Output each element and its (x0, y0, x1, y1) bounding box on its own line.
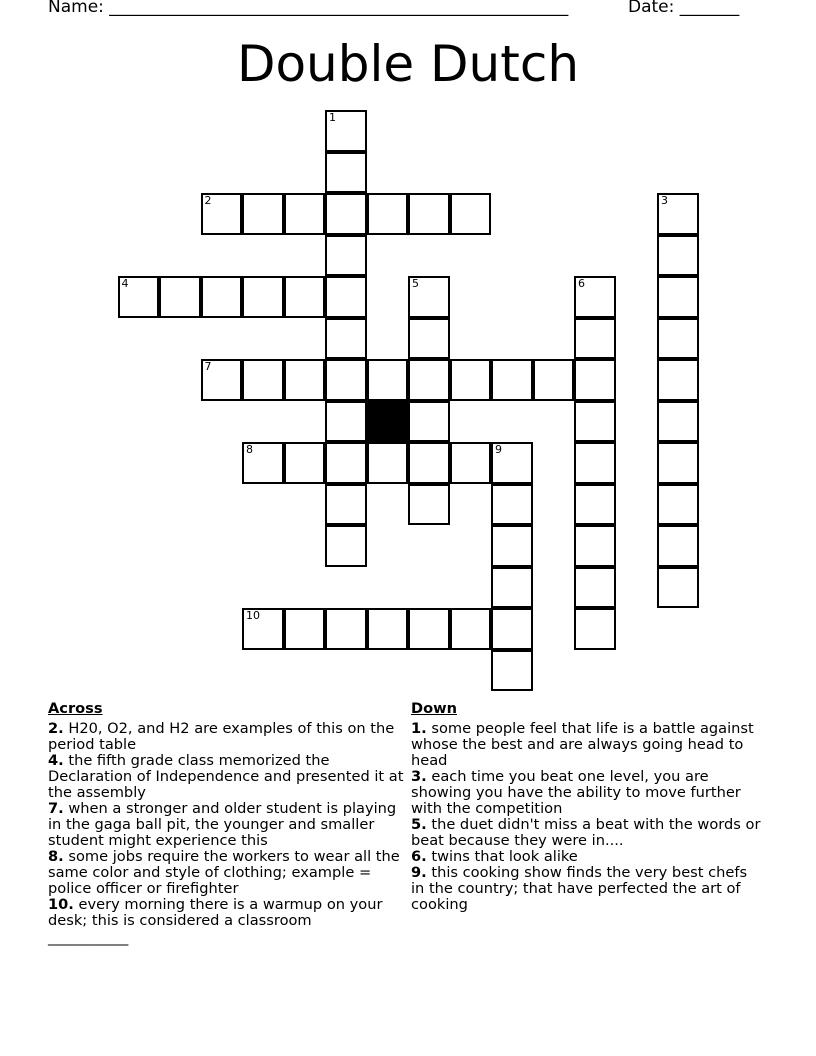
clue-item-text: each time you beat one level, you are showing you have the ability to move further with the competition (411, 768, 741, 817)
clue-number: 7 (204, 360, 212, 373)
down-clues (411, 700, 761, 913)
grid-cell[interactable] (491, 650, 533, 692)
grid-cell[interactable] (325, 359, 367, 401)
grid-cell[interactable] (491, 567, 533, 609)
answer-blank-line: ___________ (48, 929, 129, 946)
grid-cell[interactable] (367, 442, 409, 484)
down-clue-list (411, 721, 761, 913)
grid-cell[interactable] (367, 359, 409, 401)
grid-cell[interactable] (242, 608, 284, 650)
grid-cell[interactable] (408, 608, 450, 650)
grid-cell[interactable] (159, 276, 201, 318)
clue-item (48, 753, 408, 801)
grid-cell[interactable] (657, 359, 699, 401)
grid-cell[interactable] (242, 193, 284, 235)
grid-cell[interactable] (201, 359, 243, 401)
clue-item-text: some people feel that life is a battle against whose the best and are always going head to head (411, 720, 754, 769)
grid-cell[interactable] (491, 484, 533, 526)
clue-item (48, 721, 408, 753)
clue-item (411, 769, 761, 817)
grid-cell[interactable] (325, 110, 367, 152)
grid-cell[interactable] (657, 567, 699, 609)
down-heading: Down (411, 700, 458, 717)
clue-item-number: 4. (48, 752, 64, 769)
grid-cell[interactable] (533, 359, 575, 401)
grid-cell[interactable] (408, 359, 450, 401)
clue-item-number: 5. (411, 816, 427, 833)
grid-cell[interactable] (574, 608, 616, 650)
grid-cell[interactable] (657, 235, 699, 277)
clue-item (411, 849, 761, 865)
grid-cell[interactable] (325, 276, 367, 318)
grid-cell[interactable] (491, 442, 533, 484)
clue-item (48, 801, 408, 849)
clue-item-text: the duet didn't miss a beat with the words or beat because they were in.... (411, 816, 761, 849)
puzzle-title: Double Dutch (236, 35, 580, 93)
clue-item-text: every morning there is a warmup on your desk; this is considered a classroom (48, 896, 383, 929)
grid-cell[interactable] (242, 276, 284, 318)
grid-cell[interactable] (408, 401, 450, 443)
grid-cell[interactable] (574, 525, 616, 567)
clue-number: 3 (661, 194, 668, 207)
grid-cell[interactable] (284, 442, 326, 484)
grid-cell[interactable] (325, 318, 367, 360)
grid-cell[interactable] (325, 152, 367, 194)
clue-item-text: twins that look alike (431, 848, 578, 865)
clue-item-number: 1. (411, 720, 427, 737)
clue-item-text: when a stronger and older student is playing in the gaga ball pit, the younger and smaller student might experience this (48, 800, 397, 849)
grid-cell[interactable] (325, 608, 367, 650)
grid-cell[interactable] (408, 484, 450, 526)
grid-cell[interactable] (574, 318, 616, 360)
clue-item-number: 3. (411, 768, 427, 785)
clue-number: 5 (412, 277, 419, 290)
clue-number: 2 (204, 194, 212, 207)
clue-item-number: 7. (48, 800, 64, 817)
grid-cell[interactable] (325, 235, 367, 277)
grid-cell[interactable] (408, 193, 450, 235)
clue-item-text: H20, O2, and H2 are examples of this on the period table (48, 720, 395, 753)
grid-cell[interactable] (325, 401, 367, 443)
date-field-label: Date: _______ (628, 0, 740, 17)
grid-cell[interactable] (284, 193, 326, 235)
grid-cell[interactable] (574, 401, 616, 443)
grid-cell[interactable] (491, 608, 533, 650)
clue-number: 10 (246, 609, 260, 622)
grid-cell[interactable] (201, 276, 243, 318)
grid-cell[interactable] (284, 276, 326, 318)
grid-cell[interactable] (242, 442, 284, 484)
clue-item-number: 9. (411, 864, 427, 881)
grid-cell[interactable] (367, 193, 409, 235)
grid-cell[interactable] (450, 193, 492, 235)
grid-cell[interactable] (367, 608, 409, 650)
grid-cell[interactable] (657, 193, 699, 235)
grid-cell[interactable] (491, 525, 533, 567)
grid-cell[interactable] (657, 318, 699, 360)
across-clues (48, 700, 408, 946)
grid-cell[interactable] (284, 608, 326, 650)
name-field-label: Name: ______________________________________________________ (48, 0, 569, 17)
grid-cell[interactable] (325, 193, 367, 235)
clue-item-text: the fifth grade class memorized the Declaration of Independence and presented it at the assembly (48, 752, 404, 801)
grid-cell[interactable] (408, 318, 450, 360)
clue-item (48, 849, 408, 897)
grid-cell[interactable] (657, 401, 699, 443)
grid-cell[interactable] (450, 359, 492, 401)
grid-cell[interactable] (325, 442, 367, 484)
grid-cell[interactable] (450, 442, 492, 484)
clue-item-text: this cooking show finds the very best chefs in the country; that have perfected the art of cooking (411, 864, 748, 913)
clue-number: 6 (578, 277, 585, 290)
clue-item-number: 10. (48, 896, 74, 913)
grid-cell[interactable] (657, 442, 699, 484)
grid-cell[interactable] (657, 525, 699, 567)
grid-cell[interactable] (657, 276, 699, 318)
grid-cell[interactable] (574, 359, 616, 401)
clue-item-number: 2. (48, 720, 64, 737)
grid-cell[interactable] (325, 484, 367, 526)
black-square (367, 401, 409, 443)
clue-item-number: 6. (411, 848, 427, 865)
grid-cell[interactable] (118, 276, 160, 318)
grid-cell[interactable] (242, 359, 284, 401)
clue-item-text: some jobs require the workers to wear all the same color and style of clothing; example = police officer or firefighter (48, 848, 400, 897)
across-clue-list (48, 721, 408, 929)
grid-cell[interactable] (408, 276, 450, 318)
grid-cell[interactable] (201, 193, 243, 235)
clue-item (48, 897, 408, 929)
grid-cell[interactable] (574, 567, 616, 609)
grid-cell[interactable] (408, 442, 450, 484)
clue-item-number: 8. (48, 848, 64, 865)
clue-number: 9 (495, 443, 502, 456)
grid-cell[interactable] (574, 442, 616, 484)
clue-item (411, 721, 761, 769)
grid-cell[interactable] (450, 608, 492, 650)
grid-cell[interactable] (574, 484, 616, 526)
clue-number: 1 (329, 111, 336, 124)
grid-cell[interactable] (574, 276, 616, 318)
clue-item (411, 817, 761, 849)
clue-number: 4 (121, 277, 129, 290)
grid-cell[interactable] (657, 484, 699, 526)
across-heading: Across (48, 700, 103, 717)
grid-cell[interactable] (284, 359, 326, 401)
clue-item (411, 865, 761, 913)
grid-cell[interactable] (491, 359, 533, 401)
grid-cell[interactable] (325, 525, 367, 567)
clue-number: 8 (246, 443, 253, 456)
